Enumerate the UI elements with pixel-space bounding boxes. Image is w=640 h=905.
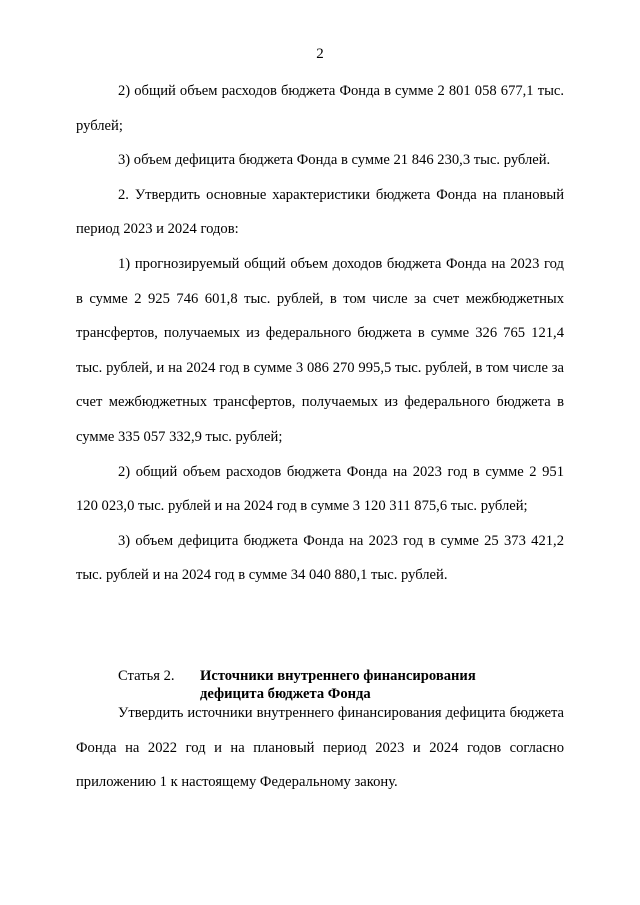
paragraph-revenues-2023-2024: 1) прогнозируемый общий объем доходов бюджета Фонда на 2023 год в сумме 2 925 746 601,8 тыс. рублей, в том числе за счет межбюджетных трансфертов, получаемых из федерального бюджета в сумме 326 765 121,4 тыс. рублей, и на 2024 год в сумме 3 086 270 995,5 тыс. рублей, в том числе за счет межбюджетных трансфертов, получаемых из федерального бюджета в сумме 335 057 332,9 тыс. рублей; — [76, 255, 564, 445]
paragraph-deficit-2022: 3) объем дефицита бюджета Фонда в сумме 21 846 230,3 тыс. рублей. — [118, 152, 551, 169]
page-number: 2 — [316, 46, 324, 62]
paragraph-expenses-2022: 2) общий объем расходов бюджета Фонда в сумме 2 801 058 677,1 тыс. рублей; — [76, 83, 564, 134]
paragraph-deficit-2023-2024: 3) объем дефицита бюджета Фонда на 2023 год в сумме 25 373 421,2 тыс. рублей и на 2024 год в сумме 34 040 880,1 тыс. рублей. — [76, 532, 564, 584]
paragraph-expenses-2023-2024: 2) общий объем расходов бюджета Фонда на 2023 год в сумме 2 951 120 023,0 тыс. рублей и на 2024 год в сумме 3 120 311 875,6 тыс. рублей; — [76, 463, 564, 515]
article-title-line-2: дефицита бюджета Фонда — [200, 686, 371, 702]
main-text — [76, 74, 564, 593]
paragraph-article-2: Утвердить источники внутреннего финансирования дефицита бюджета Фонда на 2022 год и на плановый период 2023 и 2024 годов согласно приложению 1 к настоящему Федеральному закону. — [76, 705, 564, 791]
article-title-line-1: Источники внутреннего финансирования — [200, 668, 476, 684]
article-label: Статья 2. — [118, 668, 175, 684]
article-text — [76, 696, 564, 800]
paragraph-planning-period: 2. Утвердить основные характеристики бюджета Фонда на плановый период 2023 и 2024 годов: — [76, 186, 564, 238]
